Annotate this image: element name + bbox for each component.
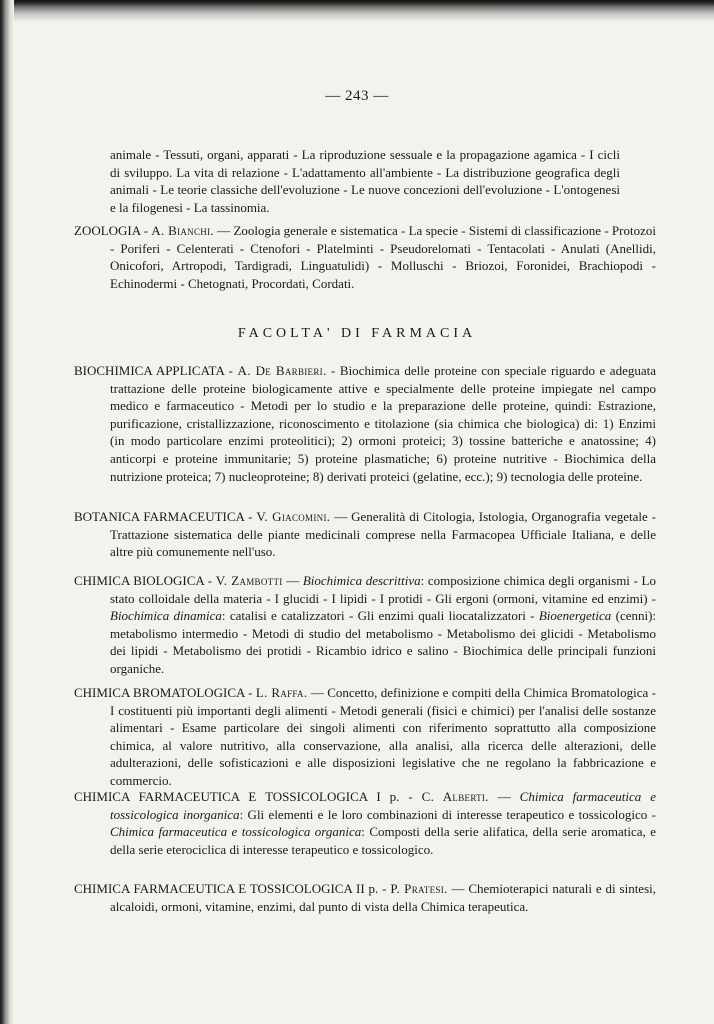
- course-description: (cenni): metabolismo intermedio - Metodi di studio del metabolismo - Metabolismo dei glicidi - Metabolismo dei lipidi - Metabolismo dei protidi - Ricambio idrico e salino - Biochimica delle principali funzioni organiche.: [110, 608, 657, 676]
- italic-term: Biochimica dinamica: [110, 608, 222, 624]
- course-title: CHIMICA FARMACEUTICA E TOSSICOLOGICA II p.: [74, 881, 379, 896]
- italic-term: Chimica farmaceutica e tossicologica organica: [110, 824, 362, 840]
- course-description: : Composti della serie alifatica, della serie aromatica, e della serie eterociclica di interesse terapeutico e tossicologico.: [110, 824, 657, 857]
- course-description: — Generalità di Citologia, Istologia, Organografia vegetale - Trattazione sistematica delle piante medicinali comprese nella Farmacopea Ufficiale Italiana, e delle altre più comunemente nell'uso.: [110, 509, 656, 560]
- italic-term: Biochimica descrittiva: [302, 573, 421, 588]
- dash: —: [286, 573, 300, 588]
- professor-name: A. Bianchi.: [151, 223, 214, 238]
- course-description: — Zoologia generale e sistematica - La specie - Sistemi di classificazione - Protozoi - Poriferi - Celenterati - Ctenofori - Platelminti - Pseudorelomati - Tentacolati - Anulati (Anellidi, Onicofori, Artropodi, Tardigradi, Linguatulidi) - Molluschi - Briozoi, Foronidei, Brachiopodi - Echinodermi - Chetognati, Procordati, Cordati.: [110, 223, 656, 291]
- course-entry-biochimica-applicata: BIOCHIMICA APPLICATA - A. De Barbieri. - Biochimica delle proteine con speciale riguardo e adeguata trattazione delle proteine biologicamente attive e specialmente delle proteine impiegate nel campo medico e farmaceutico - Metodi per lo studio e la preparazione delle proteine, quindi: Estrazione, purificazione, cristallizzazione, riconoscimento e titolazione (sia chimica che biologica) di: 1) Enzimi (in modo particolare enzimi proteolitici); 2) ormoni proteici; 3) tossine batteriche e anatossine; 4) anticorpi e proteine immunitarie; 5) proteine plasmatiche; 6) proteine nutritive - Biochimica della nutrizione proteica; 7) nucleoproteine; 8) derivati proteici (gelatine, ecc.); 9) tecnologia delle proteine.: [74, 363, 656, 484]
- professor-name: C. Alberti.: [421, 789, 489, 804]
- course-description: : composizione chimica degli organismi - Lo stato colloidale della materia - I glucidi - I lipidi - I protidi - Gli ergoni (ormoni, vitamine ed enzimi) -: [110, 573, 656, 606]
- professor-name: P. Pratesi.: [390, 881, 448, 896]
- italic-term: Chimica farmaceutica e tossicologica inorganica: [110, 789, 657, 822]
- course-entry-chimica-farmaceutica-1: CHIMICA FARMACEUTICA E TOSSICOLOGICA I p. - C. Alberti. — Chimica farmaceutica e tossicologica inorganica: Gli elementi e le loro combinazioni di interesse terapeutico e tossicologico - Chimica farmaceutica e tossicologica organica: Composti della serie alifatica, della serie aromatica, e della serie eterociclica di interesse terapeutico e tossicologico.: [74, 789, 657, 857]
- professor-name: L. Raffa.: [255, 685, 308, 700]
- professor-name: V. Giacomini.: [256, 509, 331, 524]
- course-entry-chimica-farmaceutica-2: CHIMICA FARMACEUTICA E TOSSICOLOGICA II p. - P. Pratesi. — Chemioterapici naturali e di sintesi, alcaloidi, ormoni, vitamine, enzimi, dal punto di vista della Chimica terapeutica.: [74, 881, 656, 914]
- course-description: — Concetto, definizione e compiti della Chimica Bromatologica - I costituenti più importanti degli alimenti - Metodi generali (fisici e chimici) per l'analisi delle sostanze alimentari - Esame particolare dei singoli alimenti con riferimento soprattutto alla composizione chimica, al valore nutritivo, alla conservazione, alla analisi, alla ricerca delle alterazioni, delle adulterazioni, delle sofisticazioni e alle disposizioni legislative che ne regolano la fabbricazione e commercio.: [110, 685, 656, 788]
- course-title: CHIMICA BIOLOGICA: [74, 573, 205, 588]
- page-number: — 243 —: [325, 88, 389, 104]
- professor-name: A. De Barbieri.: [237, 363, 327, 378]
- course-description: - Biochimica delle proteine con speciale riguardo e adeguata trattazione delle proteine biologicamente attive e specialmente delle proteine impiegate nel campo medico e farmaceutico - Metodi per lo studio e la preparazione delle proteine, quindi: Estrazione, purificazione, cristallizzazione, riconoscimento e titolazione (sia chimica che biologica) di: 1) Enzimi (in modo particolare enzimi proteolitici); 2) ormoni proteici; 3) tossine batteriche e anatossine; 4) anticorpi e proteine immunitarie; 5) proteine plasmatiche; 6) proteine nutritive - Biochimica della nutrizione proteica; 7) nucleoproteine; 8) derivati proteici (gelatine, ecc.); 9) tecnologia delle proteine.: [110, 363, 656, 484]
- course-entry-zoologia: ZOOLOGIA - A. Bianchi. — Zoologia generale e sistematica - La specie - Sistemi di classificazione - Protozoi - Poriferi - Celenterati - Ctenofori - Platelminti - Pseudorelomati - Tentacolati - Anulati (Anellidi, Onicofori, Artropodi, Tardigradi, Linguatulidi) - Molluschi - Briozoi, Foronidei, Brachiopodi - Echinodermi - Chetognati, Procordati, Cordati.: [74, 223, 656, 291]
- professor-name: V. Zambotti: [215, 573, 283, 588]
- course-entry-chimica-biologica: CHIMICA BIOLOGICA - V. Zambotti — Biochimica descrittiva: composizione chimica degli organismi - Lo stato colloidale della materia - I glucidi - I lipidi - I protidi - Gli ergoni (ormoni, vitamine ed enzimi) - Biochimica dinamica: catalisi e catalizzatori - Gli enzimi quali liocatalizzatori - Bioenergetica (cenni): metabolismo intermedio - Metodi di studio del metabolismo - Metabolismo dei glicidi - Metabolismo dei lipidi - Metabolismo dei protidi - Ricambio idrico e salino - Biochimica delle principali funzioni organiche.: [74, 573, 657, 676]
- course-title: ZOOLOGIA: [74, 223, 141, 238]
- dash: —: [497, 789, 511, 804]
- course-title: CHIMICA FARMACEUTICA E TOSSICOLOGICA I p.: [74, 789, 400, 804]
- course-entry-chimica-bromatologica: CHIMICA BROMATOLOGICA - L. Raffa. — Concetto, definizione e compiti della Chimica Bromatologica - I costituenti più importanti degli alimenti - Metodi generali (fisici e chimici) per l'analisi delle sostanze alimentari - Esame particolare dei singoli alimenti con riferimento soprattutto alla composizione chimica, al valore nutritivo, alla conservazione, alla analisi, alla ricerca delle alterazioni, delle adulterazioni, delle sofisticazioni e alle disposizioni legislative che ne regolano la fabbricazione e commercio.: [74, 685, 656, 788]
- course-description: : catalisi e catalizzatori - Gli enzimi quali liocatalizzatori -: [221, 608, 535, 624]
- course-title: BIOCHIMICA APPLICATA: [74, 363, 225, 378]
- continuation-paragraph: animale - Tessuti, organi, apparati - La riproduzione sessuale e la propagazione agamica - I cicli di sviluppo. La vita di relazione - L'adattamento all'ambiente - La distribuzione geografica degli animali - Le teorie classiche dell'evoluzione - Le nuove concezioni dell'evoluzione - L'ontogenesi e la filogenesi - La tassinomia.: [110, 147, 620, 215]
- italic-term: Bioenergetica: [538, 608, 612, 624]
- course-title: CHIMICA BROMATOLOGICA: [74, 685, 245, 700]
- section-title: FACOLTA' DI FARMACIA: [237, 326, 477, 341]
- course-title: BOTANICA FARMACEUTICA: [74, 509, 245, 524]
- course-description: : Gli elementi e le loro combinazioni di interesse terapeutico e tossicologico -: [239, 806, 656, 822]
- course-entry-botanica-farmaceutica: BOTANICA FARMACEUTICA - V. Giacomini. — Generalità di Citologia, Istologia, Organografia vegetale - Trattazione sistematica delle piante medicinali comprese nella Farmacopea Ufficiale Italiana, e delle altre più comunemente nell'uso.: [74, 509, 656, 560]
- course-description: — Chemioterapici naturali e di sintesi, alcaloidi, ormoni, vitamine, enzimi, dal punto di vista della Chimica terapeutica.: [110, 881, 656, 914]
